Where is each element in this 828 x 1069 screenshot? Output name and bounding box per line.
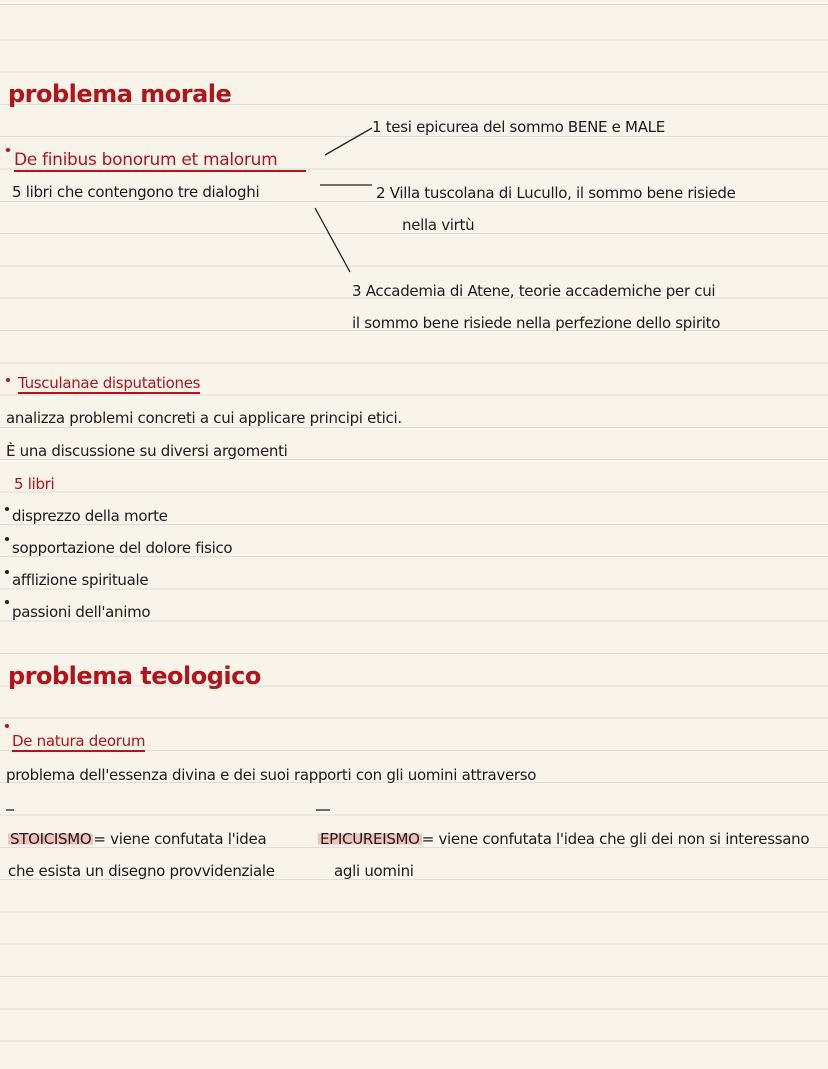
connector-line-3 bbox=[315, 208, 350, 272]
connector-line-1 bbox=[325, 128, 372, 155]
section-title-theological: problema teologico bbox=[8, 662, 261, 690]
epicureanism-text: = viene confutata l'idea che gli dei non si interessano bbox=[421, 830, 810, 848]
dialogue-2-cont: nella virtù bbox=[402, 216, 475, 234]
work-description: problema dell'essenza divina e dei suoi rapporti con gli uomini attraverso bbox=[6, 766, 537, 784]
dialogue-3-cont: il sommo bene risiede nella perfezione dello spirito bbox=[352, 314, 721, 332]
stoicism-line bbox=[8, 830, 266, 848]
bullet-icon bbox=[6, 148, 10, 152]
epicureanism-line bbox=[318, 830, 809, 848]
work-summary: 5 libri che contengono tre dialoghi bbox=[12, 183, 260, 201]
epicureanism-term: EPICUREISMO bbox=[320, 830, 420, 848]
bullet-icon bbox=[5, 570, 9, 574]
work-line: analizza problemi concreti a cui applicare principi etici. bbox=[6, 409, 402, 427]
bullet-icon bbox=[5, 507, 9, 511]
stoicism-text-cont: che esista un disegno provvidenziale bbox=[8, 862, 275, 880]
book-item: passioni dell'animo bbox=[12, 603, 151, 621]
work-title-de-natura: De natura deorum bbox=[12, 732, 146, 750]
book-item: sopportazione del dolore fisico bbox=[12, 539, 233, 557]
section-title-moral: problema morale bbox=[8, 80, 232, 108]
bullet-icon bbox=[5, 724, 9, 728]
bullet-icon bbox=[5, 600, 9, 604]
epicureanism-text-cont: agli uomini bbox=[334, 862, 414, 880]
work-title-tusculanae: Tusculanae disputationes bbox=[18, 374, 201, 392]
dialogue-2: 2 Villa tuscolana di Lucullo, il sommo bene risiede bbox=[376, 184, 736, 202]
stoicism-term: STOICISMO bbox=[10, 830, 92, 848]
stoicism-text: = viene confutata l'idea bbox=[93, 830, 267, 848]
book-item: disprezzo della morte bbox=[12, 507, 168, 525]
dialogue-1: 1 tesi epicurea del sommo BENE e MALE bbox=[372, 118, 665, 136]
work-title-de-finibus: De finibus bonorum et malorum bbox=[14, 150, 306, 172]
book-item: afflizione spirituale bbox=[12, 571, 149, 589]
bullet-icon bbox=[5, 537, 9, 541]
work-line: È una discussione su diversi argomenti bbox=[6, 442, 288, 460]
bullet-icon bbox=[6, 378, 10, 382]
books-label: 5 libri bbox=[14, 475, 55, 493]
dialogue-3: 3 Accademia di Atene, teorie accademiche per cui bbox=[352, 282, 716, 300]
